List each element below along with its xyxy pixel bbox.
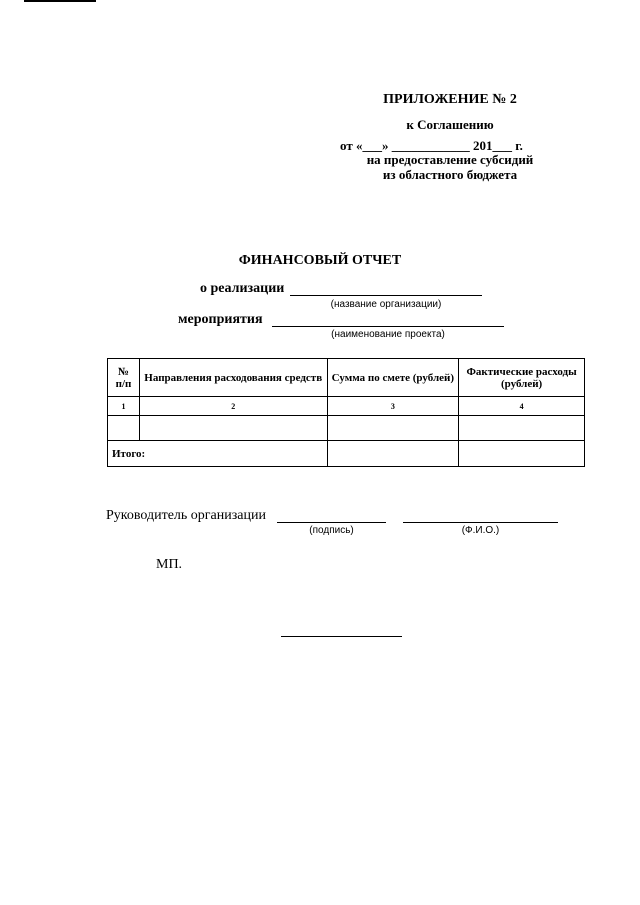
table-cell[interactable] [139, 416, 327, 441]
column-number: 1 [108, 397, 140, 416]
column-number-row [108, 397, 585, 416]
table-header-row [108, 359, 585, 397]
report-title: ФИНАНСОВЫЙ ОТЧЕТ [238, 253, 402, 268]
full-name-caption: (Ф.И.О.) [461, 525, 500, 536]
table-cell[interactable] [459, 416, 585, 441]
project-name-field[interactable] [272, 312, 504, 327]
column-number: 4 [459, 397, 585, 416]
full-name-field[interactable] [403, 508, 558, 523]
appendix-agreement-ref: к Соглашению [406, 117, 494, 132]
signature-field[interactable] [277, 508, 386, 523]
appendix-subtitle-2: из областного бюджета [382, 167, 518, 182]
column-number: 2 [139, 397, 327, 416]
organization-caption: (название организации) [330, 299, 442, 310]
total-label: Итого: [108, 441, 328, 467]
column-number: 3 [327, 397, 459, 416]
event-label: мероприятия [178, 312, 263, 327]
header-actual-expenses: Фактические расходы (рублей) [459, 359, 585, 397]
table-cell[interactable] [108, 416, 140, 441]
organization-name-field[interactable] [290, 281, 482, 296]
header-number: № п/п [108, 359, 140, 397]
appendix-title: ПРИЛОЖЕНИЕ № 2 [383, 92, 517, 107]
implementation-label: о реализации [200, 281, 285, 296]
head-of-organization-label: Руководитель организации [106, 508, 266, 523]
top-corner-rule [24, 0, 96, 2]
total-actual-cell[interactable] [459, 441, 585, 467]
header-expense-direction: Направления расходования средств [139, 359, 327, 397]
bottom-rule [281, 636, 402, 637]
appendix-date-line: от «___» ____________ 201___ г. [340, 138, 523, 153]
total-budget-cell[interactable] [327, 441, 459, 467]
table-row [108, 416, 585, 441]
financial-report-table [107, 358, 585, 467]
total-row [108, 441, 585, 467]
appendix-subtitle-1: на предоставление субсидий [366, 152, 534, 167]
project-caption: (наименование проекта) [331, 329, 445, 340]
signature-caption: (подпись) [309, 525, 354, 536]
stamp-place-label: МП. [156, 557, 183, 572]
table-cell[interactable] [327, 416, 459, 441]
header-budget-amount: Сумма по смете (рублей) [327, 359, 459, 397]
